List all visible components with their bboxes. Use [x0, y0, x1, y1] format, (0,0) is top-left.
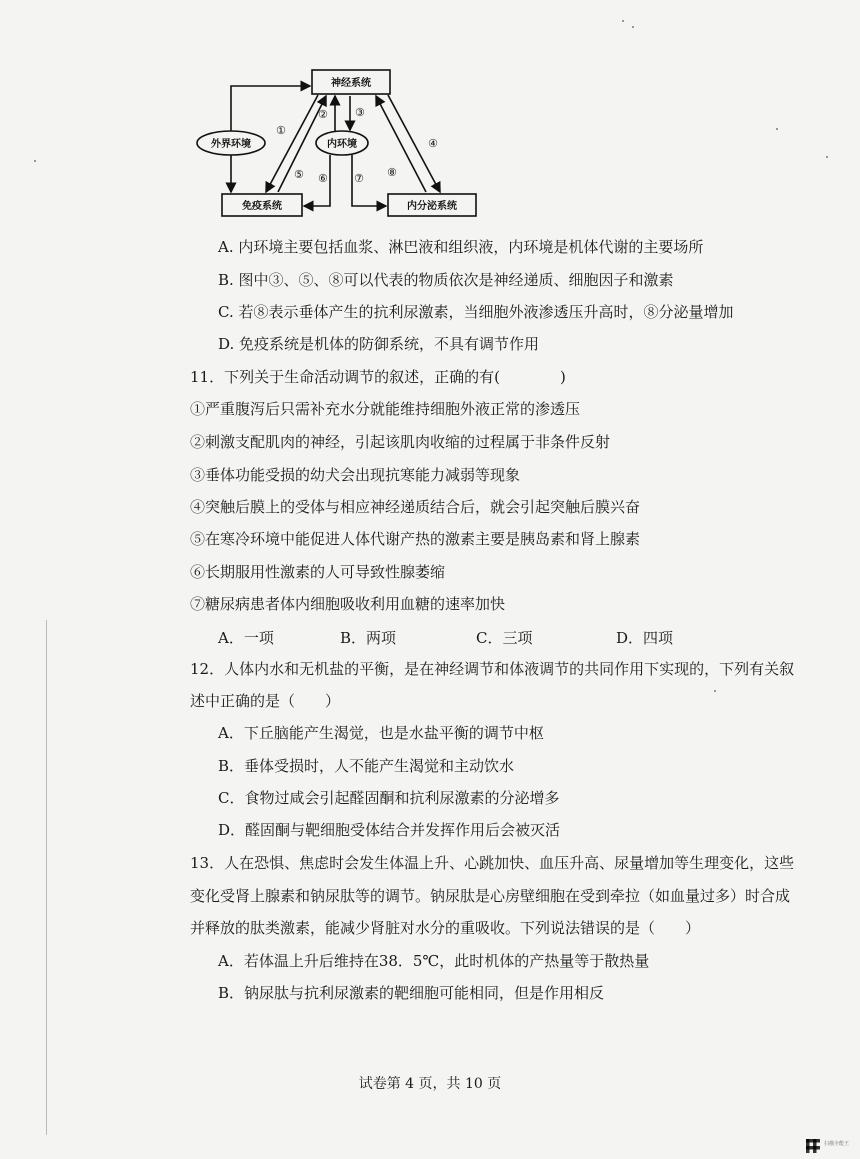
- q10-option-b: B. 图中③、⑤、⑧可以代表的物质依次是神经递质、细胞因子和激素: [218, 271, 674, 289]
- marker-5: ⑤: [294, 168, 304, 181]
- q11-stem: 11．下列关于生命活动调节的叙述，正确的有( ): [190, 368, 566, 386]
- q11-item-2: ②刺激支配肌肉的神经，引起该肌肉收缩的过程属于非条件反射: [190, 433, 611, 451]
- q11-choice-b: B．两项: [340, 629, 397, 647]
- q11-choice-a: A．一项: [218, 629, 274, 647]
- node-outside-label: 外界环境: [211, 139, 251, 150]
- scan-speck: [826, 156, 828, 158]
- q13-stem-line1: 13．人在恐惧、焦虑时会发生体温上升、心跳加快、血压升高、尿量增加等生理变化，这些: [190, 854, 795, 872]
- scan-speck: [714, 690, 716, 692]
- q11-item-5: ⑤在寒冷环境中能促进人体代谢产热的激素主要是胰岛素和肾上腺素: [190, 530, 641, 548]
- node-internal-label: 内环境: [327, 139, 357, 150]
- q11-choices: [218, 627, 698, 647]
- marker-3: ③: [355, 106, 365, 119]
- marker-4: ④: [428, 137, 438, 150]
- q13-option-b: B．钠尿肽与抗利尿激素的靶细胞可能相同，但是作用相反: [218, 984, 605, 1002]
- q13-stem-line3: 并释放的肽类激素，能减少肾脏对水分的重吸收。下列说法错误的是（ ）: [190, 919, 701, 937]
- q11-item-7: ⑦糖尿病患者体内细胞吸收利用血糖的速率加快: [190, 595, 506, 613]
- q10-option-a: A. 内环境主要包括血浆、淋巴液和组织液，内环境是机体代谢的主要场所: [218, 238, 704, 256]
- q13-option-a: A．若体温上升后维持在38．5℃，此时机体的产热量等于散热量: [218, 952, 650, 970]
- scan-margin-line: [46, 620, 47, 1135]
- arrow-outside-to-nervous: [231, 86, 310, 131]
- arrow-8: [376, 96, 426, 192]
- marker-6: ⑥: [318, 172, 328, 185]
- q10-option-d: D. 免疫系统是机体的防御系统，不具有调节作用: [218, 335, 540, 353]
- q12-option-d: D．醛固酮与靶细胞受体结合并发挥作用后会被灭活: [218, 821, 561, 839]
- q12-option-b: B．垂体受损时，人不能产生渴觉和主动饮水: [218, 757, 515, 775]
- qr-code-icon: [806, 1139, 820, 1153]
- q13-stem-line2: 变化受肾上腺素和钠尿肽等的调节。钠尿肽是心房壁细胞在受到牵拉（如血量过多）时合成: [190, 887, 791, 905]
- node-endocrine-label: 内分泌系统: [407, 201, 457, 212]
- marker-7: ⑦: [354, 172, 364, 185]
- scan-speck: [632, 26, 634, 28]
- q11-item-3: ③垂体功能受损的幼犬会出现抗寒能力减弱等现象: [190, 466, 521, 484]
- q12-option-c: C．食物过咸会引起醛固酮和抗利尿激素的分泌增多: [218, 789, 560, 807]
- scanner-watermark: 扫描全能王: [824, 1141, 850, 1147]
- regulation-diagram: [190, 64, 480, 224]
- q11-item-4: ④突触后膜上的受体与相应神经递质结合后，就会引起突触后膜兴奋: [190, 498, 641, 516]
- node-nervous-label: 神经系统: [331, 78, 371, 89]
- arrow-1: [266, 95, 318, 192]
- marker-1: ①: [276, 124, 286, 137]
- marker-8: ⑧: [387, 166, 397, 179]
- page-footer: 试卷第 4 页，共 10 页: [358, 1076, 502, 1092]
- q11-choice-d: D．四项: [616, 629, 674, 647]
- q10-option-c: C. 若⑧表示垂体产生的抗利尿激素，当细胞外液渗透压升高时，⑧分泌量增加: [218, 303, 734, 321]
- q11-item-6: ⑥长期服用性激素的人可导致性腺萎缩: [190, 563, 446, 581]
- scan-speck: [622, 20, 624, 22]
- scan-speck: [776, 128, 778, 130]
- q11-item-1: ①严重腹泻后只需补充水分就能维持细胞外液正常的渗透压: [190, 400, 581, 418]
- node-immune-label: 免疫系统: [242, 201, 282, 212]
- scan-speck: [34, 160, 36, 162]
- q12-stem-line2: 述中正确的是（ ）: [190, 692, 341, 710]
- q12-option-a: A．下丘脑能产生渴觉，也是水盐平衡的调节中枢: [218, 724, 544, 742]
- q12-stem-line1: 12．人体内水和无机盐的平衡，是在神经调节和体液调节的共同作用下实现的，下列有关叙: [190, 660, 795, 678]
- q11-choice-c: C．三项: [476, 629, 533, 647]
- marker-2: ②: [318, 108, 328, 121]
